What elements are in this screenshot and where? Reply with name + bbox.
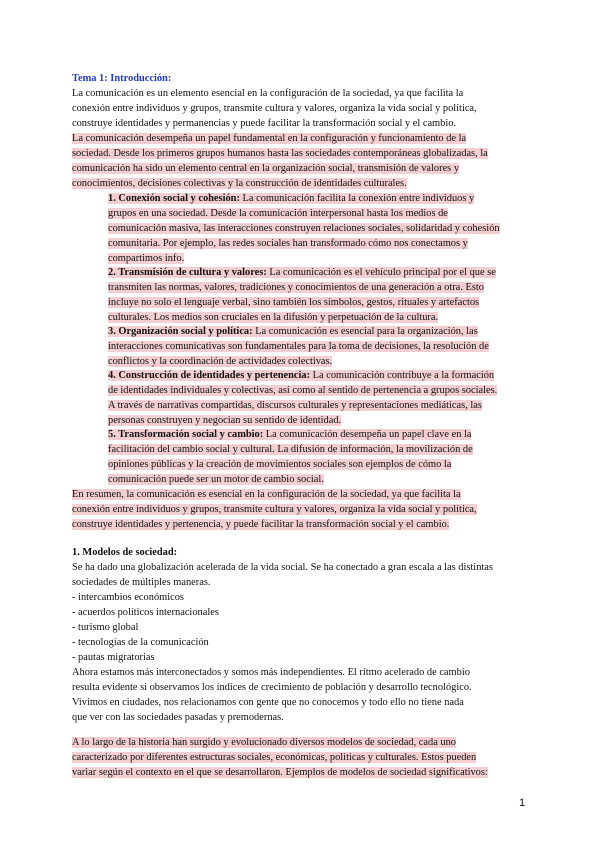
point-4-line: de identidades individuales y colectivas, así como al sentido de pertenencia a grupos sociales. (108, 385, 498, 396)
point-5-line: opiniones públicas y la creación de movimientos sociales son ejemplos de cómo la (108, 459, 452, 470)
point-2-line: transmiten las normas, valores, tradiciones y conocimientos de una generación a otra. Esto (108, 282, 484, 293)
intro-line: construye identidades y permanencias y puede facilitar la transformación social y el cambio. (72, 118, 457, 129)
bullet-item: - tecnologías de la comunicación (72, 637, 209, 648)
summary-line: conexión entre individuos y grupos, transmite cultura y valores, organiza la vida social y política, (72, 504, 477, 515)
bullet-item: - intercambios económicos (72, 592, 184, 603)
highlighted-paragraph-line: La comunicación desempeña un papel fundamental en la configuración y funcionamiento de la (72, 133, 467, 144)
point-5-line: 5. Transformación social y cambio: La comunicación desempeña un papel clave en la (108, 429, 472, 440)
point-4-label: 4. Construcción de identidades y pertenencia: (108, 370, 311, 381)
section-intro-line: Se ha dado una globalización acelerada de la vida social. Se ha conectado a gran escala a las distintas (72, 562, 493, 573)
point-2-label: 2. Transmisión de cultura y valores: (108, 267, 267, 278)
section-intro-line: sociedades de múltiples maneras. (72, 577, 211, 588)
point-5-line: facilitación del cambio social y cultural. La difusión de información, la movilización de (108, 444, 473, 455)
summary-line: construye identidades y pertenencia, y puede facilitar la transformación social y el cambio. (72, 519, 450, 530)
intro-line: conexión entre individuos y grupos, transmite cultura y valores, organiza la vida social y política, (72, 103, 477, 114)
highlighted-paragraph-line: sociedad. Desde los primeros grupos humanos hasta las sociedades contemporáneas globalizadas, la (72, 148, 488, 159)
summary-line: En resumen, la comunicación es esencial en la configuración de la sociedad, ya que facilita la (72, 489, 461, 500)
bullet-item: - pautas migratorias (72, 652, 155, 663)
bullet-item: - turismo global (72, 622, 139, 633)
page-number: 1 (519, 797, 526, 809)
point-1-line: grupos en una sociedad. Desde la comunicación interpersonal hasta los medios de (108, 208, 448, 219)
highlighted-paragraph-line: caracterizado por diferentes estructuras sociales, económicas, políticas y culturales. Estos pueden (72, 752, 477, 763)
point-4-line: personas construyen y negocian su sentido de identidad. (108, 415, 342, 426)
document-title: Tema 1: Introducción: (72, 73, 172, 84)
highlighted-paragraph-line: variar según el contexto en el que se desarrollaron. Ejemplos de modelos de sociedad significativos: (72, 767, 488, 778)
point-3-line: 3. Organización social y política: La comunicación es esencial para la organización, las (108, 326, 478, 337)
section-title: 1. Modelos de sociedad: (72, 547, 178, 558)
paragraph-line: resulta evidente si observamos los índices de crecimiento de población y desarrollo tecnológico. (72, 682, 472, 693)
point-4-line: 4. Construcción de identidades y pertenencia: La comunicación contribuye a la formación (108, 370, 495, 381)
point-3-label: 3. Organización social y política: (108, 326, 253, 337)
point-5-line: comunicación puede ser un motor de cambio social. (108, 474, 324, 485)
point-1-line: 1. Conexión social y cohesión: La comunicación facilita la conexión entre individuos y (108, 193, 475, 204)
point-3-line: interacciones comunicativas son fundamentales para la toma de decisiones, la resolución de (108, 341, 489, 352)
paragraph-line: que ver con las sociedades pasadas y premodernas. (72, 712, 284, 723)
point-1-line: comunicación masiva, las interacciones construyen relaciones sociales, solidaridad y cohesión (108, 223, 500, 234)
point-2-line: incluye no solo el lenguaje verbal, sino también los símbolos, gestos, rituales y artefactos (108, 297, 480, 308)
highlighted-paragraph-line: comunicación ha sido un elemento central en la organización social, transmisión de valores y (72, 163, 460, 174)
bullet-item: - acuerdos políticos internacionales (72, 607, 219, 618)
highlighted-paragraph-line: conocimientos, decisiones colectivas y la construcción de identidades culturales. (72, 178, 407, 189)
point-2-line: culturales. Los medios son cruciales en la difusión y perpetuación de la cultura. (108, 312, 439, 323)
point-1-line: comunitaria. Por ejemplo, las redes sociales han transformado cómo nos conectamos y (108, 238, 468, 249)
intro-line: La comunicación es un elemento esencial en la configuración de la sociedad, ya que facilita la (72, 88, 464, 99)
point-5-label: 5. Transformación social y cambio: (108, 429, 264, 440)
point-3-line: conflictos y la coordinación de actividades colectivas. (108, 356, 333, 367)
point-2-line: 2. Transmisión de cultura y valores: La comunicación es el vehículo principal por el que se (108, 267, 496, 278)
point-1-label: 1. Conexión social y cohesión: (108, 193, 240, 204)
point-1-line: compartimos info. (108, 253, 185, 264)
paragraph-line: Vivimos en ciudades, nos relacionamos con gente que no conocemos y todo ello no tiene nada (72, 697, 464, 708)
highlighted-paragraph-line: A lo largo de la historia han surgido y evolucionado diversos modelos de sociedad, cada uno (72, 737, 456, 748)
paragraph-line: Ahora estamos más interconectados y somos más independientes. El ritmo acelerado de cambio (72, 667, 470, 678)
point-4-line: A través de narrativas compartidas, discursos culturales y representaciones mediáticas, las (108, 400, 482, 411)
